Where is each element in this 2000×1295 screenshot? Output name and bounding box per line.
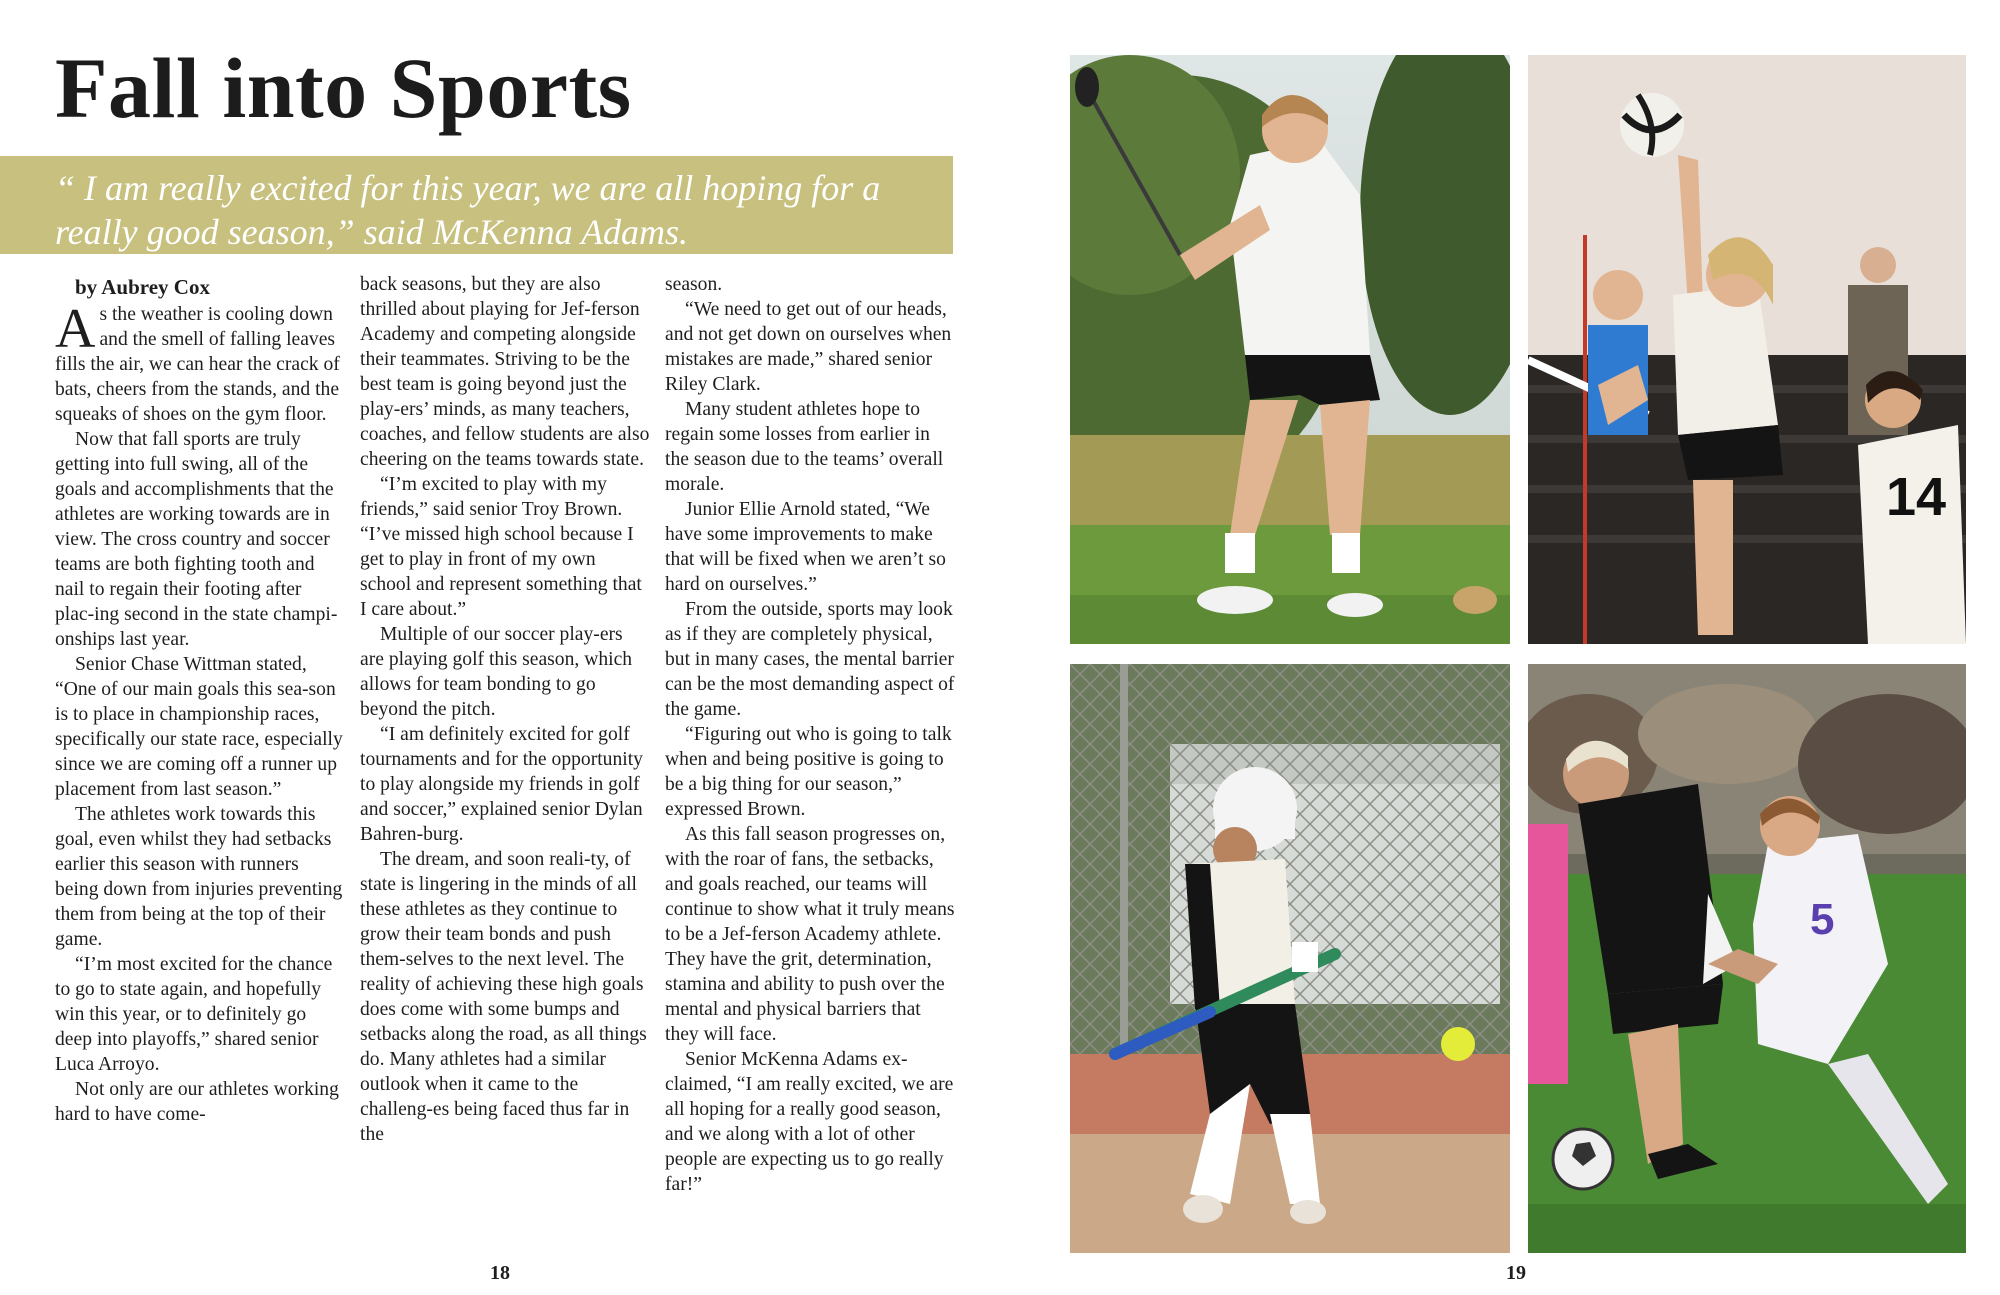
- article-paragraph: Senior Chase Wittman stated, “One of our main goals this sea-son is to place in championship races, specifically our state race, especially since we are coming off a runner up placement from last season.”: [55, 654, 343, 800]
- article-paragraph: Junior Ellie Arnold stated, “We have some improvements to make that will be fixed when we aren’t so hard on ourselves.”: [665, 499, 946, 595]
- pull-quote-text: “ I am really excited for this year, we are all hoping for a really good season,” said McKenna Adams.: [55, 168, 881, 252]
- photo-soccer: [1528, 664, 1966, 1253]
- article-paragraph: “Figuring out who is going to talk when and being positive is going to be a big thing for our season,” expressed Brown.: [665, 724, 952, 820]
- photo-volleyball: [1528, 55, 1966, 644]
- article-paragraph: Senior McKenna Adams ex-claimed, “I am really excited, we are all hoping for a really good season, and we along with a lot of other people are expecting us to go really far!”: [665, 1049, 954, 1195]
- article-paragraph: Multiple of our soccer play-ers are playing golf this season, which allows for team bonding to go beyond the pitch.: [360, 624, 633, 720]
- soccer-jersey-number: 5: [1810, 895, 1835, 944]
- article-paragraph: Many student athletes hope to regain some losses from earlier in the season due to the teams’ overall morale.: [665, 399, 944, 495]
- article-paragraph: As the weather is cooling down and the smell of falling leaves fills the air, we can hear the crack of bats, cheers from the stands, and the squeaks of shoes on the gym floor.: [55, 298, 340, 425]
- photo-golfer: [1070, 55, 1510, 644]
- page-title: Fall into Sports: [55, 40, 632, 136]
- article-paragraph: From the outside, sports may look as if they are completely physical, but in many cases, the mental barrier can be the most demanding aspect of the game.: [665, 599, 955, 720]
- article-column-2: [360, 272, 650, 1147]
- article-paragraph: “I’m most excited for the chance to go to state again, and hopefully win this year, or to definitely go deep into playoffs,” shared senior Luca Arroyo.: [55, 954, 333, 1075]
- article-paragraph: As this fall season progresses on, with the roar of fans, the setbacks, and goals reached, our teams will continue to show what it truly means to be a Jef-ferson Academy athlete. They have the grit, determination, stamina and ability to push over the mental and physical barriers that they will face.: [665, 824, 955, 1045]
- page-number-right: 19: [1506, 1262, 1526, 1284]
- article-column-1: [55, 272, 345, 1127]
- article-paragraph: The dream, and soon reali-ty, of state is lingering in the minds of all these athletes as they continue to grow their team bonds and push them-selves to the next level. The reality of achieving these high goals does come with some bumps and setbacks along the road, as all things do. Many athletes had a similar outlook when it came to the challeng-es being faced thus far in the: [360, 849, 647, 1145]
- drop-cap: A: [55, 298, 96, 360]
- article-paragraph: The athletes work towards this goal, even whilst they had setbacks earlier this season with runners being down from injuries preventing them from being at the top of their game.: [55, 804, 343, 950]
- article-column-3: [665, 272, 955, 1197]
- article-paragraph: back seasons, but they are also thrilled about playing for Jef-ferson Academy and competing alongside their teammates. Striving to be the best team is going beyond just the play-ers’ minds, as many teachers, coaches, and fellow students are also cheering on the teams towards state.: [360, 274, 650, 470]
- article-paragraph: “I’m excited to play with my friends,” said senior Troy Brown. “I’ve missed high school because I get to play in front of my own school and represent something that I care about.”: [360, 474, 642, 620]
- pull-quote-banner: [0, 156, 953, 254]
- photo-softball: [1070, 664, 1510, 1253]
- byline: by Aubrey Cox: [75, 275, 210, 299]
- page-number-left: 18: [490, 1262, 510, 1284]
- jersey-number: 14: [1886, 467, 1947, 527]
- article-paragraph: “I am definitely excited for golf tournaments and for the opportunity to play alongside my friends in golf and soccer,” explained senior Dylan Bahren-burg.: [360, 724, 643, 845]
- article-paragraph: season.: [665, 274, 723, 295]
- article-paragraph: Not only are our athletes working hard to have come-: [55, 1079, 339, 1125]
- article-paragraph: “We need to get out of our heads, and not get down on ourselves when mistakes are made,” shared senior Riley Clark.: [665, 299, 952, 395]
- article-paragraph: Now that fall sports are truly getting into full swing, all of the goals and accomplishments that the athletes are working towards are in view. The cross country and soccer teams are both fighting tooth and nail to regain their footing after plac-ing second in the state champi-onships last year.: [55, 429, 338, 650]
